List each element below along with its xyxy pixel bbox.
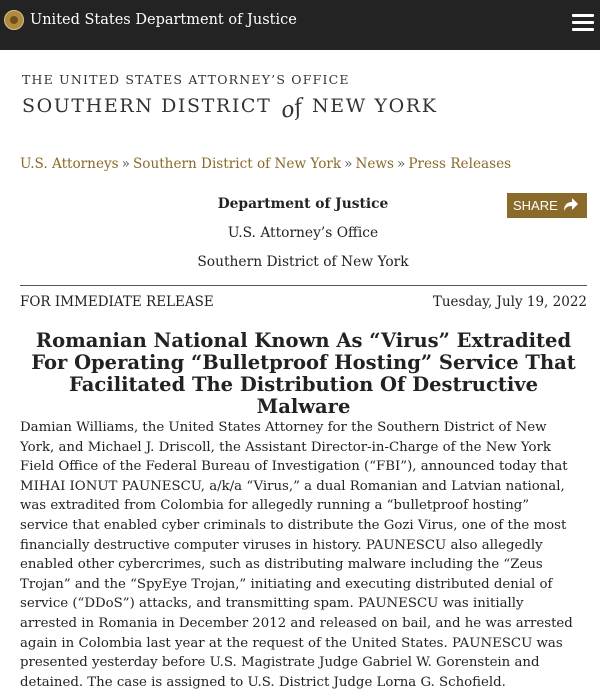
release-date: Tuesday, July 19, 2022 — [432, 294, 587, 310]
share-button[interactable] — [507, 193, 587, 218]
district-name-line — [22, 93, 442, 124]
breadcrumb-press-releases[interactable]: Press Releases — [408, 156, 512, 172]
breadcrumb-us-attorneys[interactable]: U.S. Attorneys — [20, 156, 119, 172]
breadcrumb-separator: » — [397, 156, 406, 172]
release-header — [170, 190, 436, 277]
hamburger-menu-icon[interactable] — [572, 14, 594, 32]
district-left: SOUTHERN DISTRICT — [22, 95, 272, 117]
breadcrumb-separator: » — [344, 156, 353, 172]
release-label: FOR IMMEDIATE RELEASE — [20, 294, 214, 310]
breadcrumb-sdny[interactable]: Southern District of New York — [132, 156, 342, 172]
article-body: Damian Williams, the United States Attorney for the Southern District of New York, and Michael J. Driscoll, the Assistant Director-in-Charge of the New York Field Office of the Federal Bureau of Investigation (“FBI”), announced today that MIHAI IONUT PAUNESCU, a/k/a “Virus,” a dual Romanian and Latvian national, was extradited from Colombia for allegedly running a “bulletproof hosting” service that enabled cyber criminals to distribute the Gozi Virus, one of the most financially destructive computer viruses in history. PAUNESCU also allegedly enabled other cybercrimes, such as distributing malware including the “Zeus Trojan” and the “SpyEye Trojan,” initiating and executing distributed denial of service (“DDoS”) attacks, and transmitting spam. PAUNESCU was initially arrested in Romania in December 2012 and released on bail, and he was arrested again in Colombia last year at the request of the United States. PAUNESCU was presented yesterday before U.S. Magistrate Judge Gabriel W. Gorenstein and detained. The case is assigned to U.S. District Judge Lorna G. Schofield. — [20, 420, 573, 690]
share-arrow-icon — [561, 196, 579, 214]
breadcrumb — [20, 156, 511, 172]
share-label: SHARE — [513, 198, 558, 213]
district-right: NEW YORK — [312, 95, 438, 117]
office-name-line: THE UNITED STATES ATTORNEY’S OFFICE — [22, 72, 350, 87]
page-title: Romanian National Known As “Virus” Extradited For Operating “Bulletproof Hosting” Service That Facilitated The Distribution Of Destructive Malware — [31, 329, 576, 418]
breadcrumb-news[interactable]: News — [355, 156, 395, 172]
doj-seal-icon[interactable] — [4, 10, 24, 30]
district-of: of — [278, 95, 305, 124]
dept-name: Department of Justice — [217, 196, 389, 212]
site-title[interactable]: United States Department of Justice — [30, 12, 297, 28]
office-name: U.S. Attorney’s Office — [227, 225, 379, 241]
office-logo[interactable] — [22, 72, 442, 124]
divider — [20, 285, 587, 286]
top-bar — [0, 0, 600, 50]
breadcrumb-separator: » — [121, 156, 130, 172]
district-name: Southern District of New York — [197, 254, 409, 270]
